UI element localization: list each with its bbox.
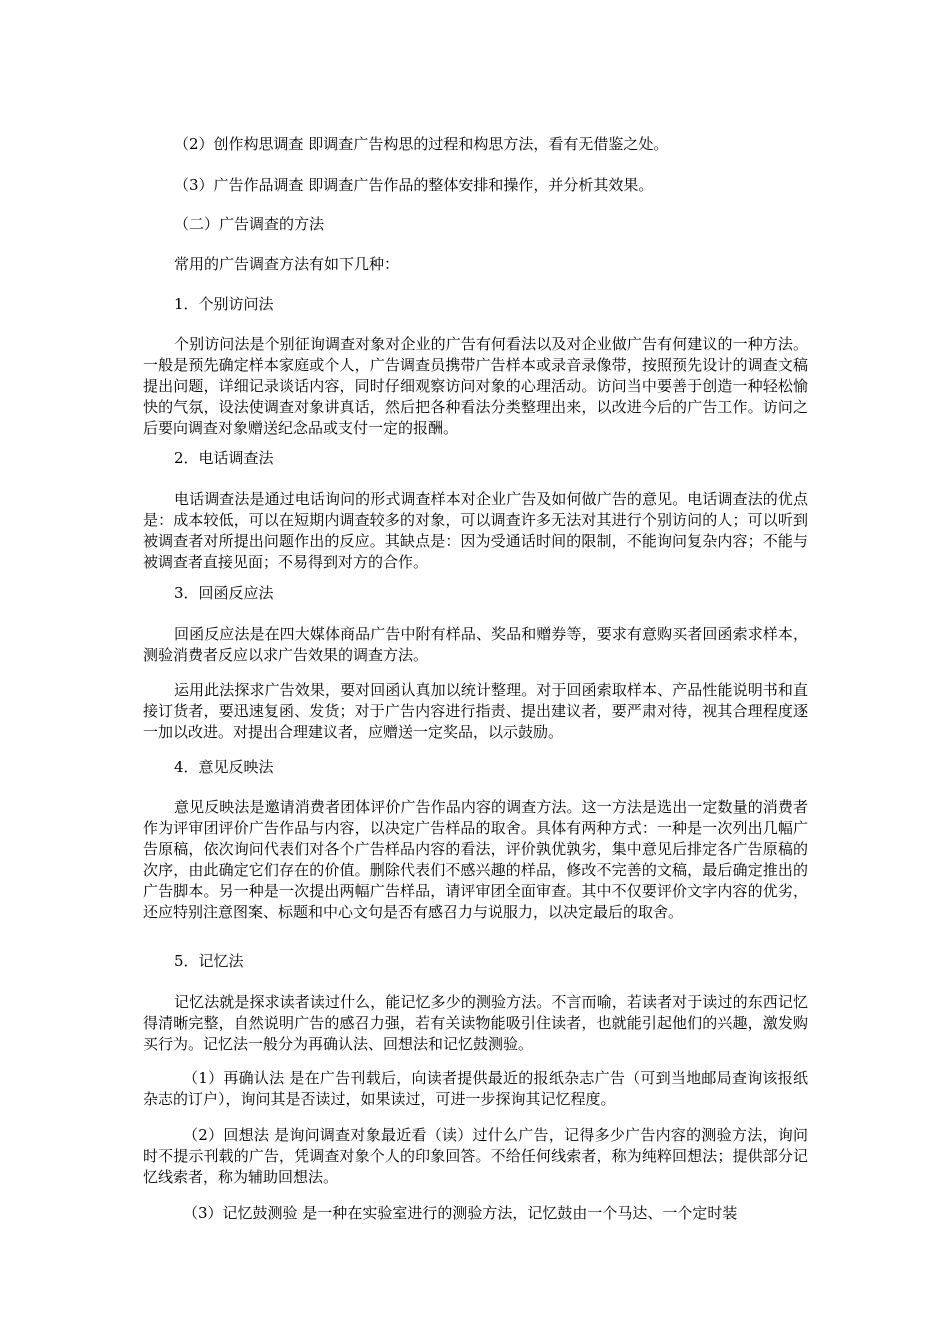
paragraph-ad-work-survey: （3）广告作品调查 即调查广告作品的整体安排和操作，并分析其效果。 [174, 176, 654, 194]
heading-reply-response: 3．回函反应法 [174, 584, 274, 602]
section-heading-survey-methods: （二）广告调查的方法 [174, 215, 325, 233]
paragraph-individual-interview: 个别访问法是个别征询调查对象对企业的广告有何看法以及对企业做广告有何建议的一种方法。一般是预先确定样本家庭或个人，广告调查员携带广告样本或录音录像带，按照预先设计的调查文稿提出问题，详细记录谈话内容，同时仔细观察访问对象的心理活动。访问当中要善于创造一种轻松愉快的气氛，设法使调查对象讲真话，然后把各种看法分类整理出来，以改进今后的广告工作。访问之后要向调查对象赠送纪念品或支付一定的报酬。 [143, 335, 808, 437]
paragraph-reply-response-usage: 运用此法探求广告效果，要对回函认真加以统计整理。对于回函索取样本、产品性能说明书和直接订货者，要迅速复函、发货；对于广告内容进行指责、提出建议者，要严肃对待，视其合理程度逐一加以改进。对提出合理建议者，应赠送一定奖品，以示鼓励。 [143, 681, 808, 741]
paragraph-memory-drum-test: （3）记忆鼓测验 是一种在实验室进行的测验方法，记忆鼓由一个马达、一个定时装 [183, 1204, 738, 1222]
paragraph-common-methods-intro: 常用的广告调查方法有如下几种： [174, 255, 400, 273]
paragraph-memory-method: 记忆法就是探求读者读过什么，能记忆多少的测验方法。不言而喻，若读者对于读过的东西记忆得清晰完整，自然说明广告的感召力强，若有关读物能吸引住读者，也就能引起他们的兴趣，激发购买行为。记忆法一般分为再确认法、回想法和记忆鼓测验。 [143, 993, 808, 1053]
paragraph-reply-response: 回函反应法是在四大媒体商品广告中附有样品、奖品和赠券等，要求有意购买者回函索求样本，测验消费者反应以求广告效果的调查方法。 [143, 625, 808, 664]
heading-phone-survey: 2．电话调查法 [174, 449, 274, 467]
paragraph-opinion-feedback: 意见反映法是邀请消费者团体评价广告作品内容的调查方法。这一方法是选出一定数量的消费者作为评审团评价广告作品与内容，以决定广告样品的取舍。具体有两种方式：一种是一次列出几幅广告原稿，依次询问代表们对各个广告样品内容的看法，评价孰优孰劣，集中意见后排定各广告原稿的次序，由此确定它们存在的价值。删除代表们不感兴趣的样品，修改不完善的文稿，最后确定推出的广告脚本。另一种是一次提出两幅广告样品，请评审团全面审查。其中不仅要评价文字内容的优劣，还应特别注意图案、标题和中心文句是否有感召力与说服力，以决定最后的取舍。 [143, 798, 808, 921]
heading-individual-interview: 1．个别访问法 [174, 295, 274, 313]
paragraph-phone-survey: 电话调查法是通过电话询问的形式调查样本对企业广告及如何做广告的意见。电话调查法的优点是：成本较低，可以在短期内调查较多的对象，可以调查许多无法对其进行个别访问的人；可以听到被调查者对所提出问题作出的反应。其缺点是：因为受通话时间的限制，不能询问复杂内容；不能与被调查者直接见面；不易得到对方的合作。 [143, 490, 808, 571]
paragraph-creative-concept-survey: （2）创作构思调查 即调查广告构思的过程和构思方法，看有无借鉴之处。 [174, 135, 669, 153]
paragraph-recall-method: （2）回想法 是询问调查对象最近看（读）过什么广告，记得多少广告内容的测验方法，询问时不提示刊载的广告，凭调查对象个人的印象回答。不给任何线索者，称为纯粹回想法；提供部分记忆线索者，称为辅助回想法。 [143, 1126, 808, 1186]
heading-opinion-feedback: 4．意见反映法 [174, 758, 274, 776]
paragraph-reconfirmation-method: （1）再确认法 是在广告刊载后，向读者提供最近的报纸杂志广告（可到当地邮局查询该报纸杂志的订户），询问其是否读过，如果读过，可进一步探询其记忆程度。 [143, 1069, 808, 1108]
heading-memory-method: 5．记忆法 [174, 952, 244, 970]
